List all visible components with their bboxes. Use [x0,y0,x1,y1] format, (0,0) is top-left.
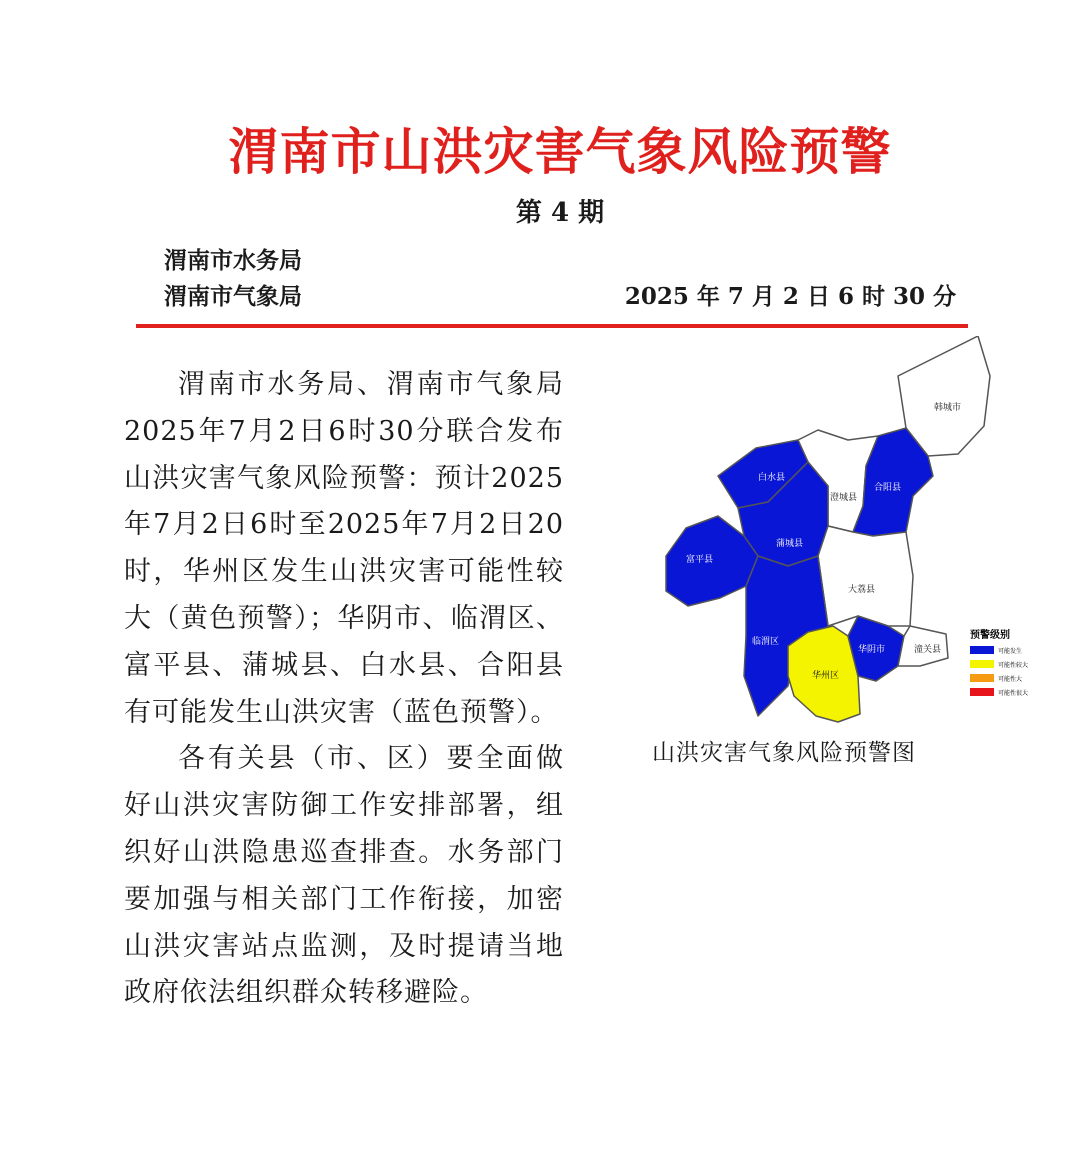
label-pucheng: 蒲城县 [776,539,804,549]
label-linwei: 临渭区 [752,637,780,647]
legend-title: 预警级别 [970,630,1010,641]
issuer-weather-bureau: 渭南市气象局 [164,283,302,310]
label-dali: 大荔县 [848,585,876,595]
legend-swatch-blue [970,646,994,654]
label-baishui: 白水县 [758,473,786,483]
label-huazhou: 华州区 [812,671,840,681]
label-fuping: 富平县 [686,555,714,565]
paragraph-measures: 各有关县（市、区）要全面做好山洪灾害防御工作安排部署，组织好山洪隐患巡查排查。水务部门要加强与相关部门工作衔接，加密山洪灾害站点监测，及时提请当地政府依法组织群众转移避险。 [124,743,564,1009]
risk-map-svg [648,336,1058,726]
map-caption: 山洪灾害气象风险预警图 [652,740,916,766]
legend-swatch-yellow [970,660,994,668]
map-legend [970,628,1028,697]
label-hancheng: 韩城市 [934,403,962,413]
label-huayin: 华阴市 [858,645,886,655]
issue-datetime: 2025 年 7 月 2 日 6 时 30 分 [624,283,956,310]
legend-label-yellow: 可能性较大 [998,662,1029,669]
legend-label-orange: 可能性大 [998,676,1023,683]
legend-label-red: 可能性很大 [998,690,1029,697]
legend-swatch-orange [970,674,994,682]
legend-swatch-red [970,688,994,696]
issuer-water-bureau: 渭南市水务局 [164,247,302,274]
label-heyang: 合阳县 [874,483,902,493]
label-chengcheng: 澄城县 [830,493,858,503]
issue-number: 第 4 期 [515,198,605,228]
risk-map [648,336,1058,726]
body-text [124,362,564,1017]
legend-label-blue: 可能发生 [998,648,1023,655]
region-dali [818,526,913,626]
label-tongguan: 潼关县 [914,645,942,655]
header-divider [136,324,968,328]
document-title: 渭南市山洪灾害气象风险预警 [228,122,892,181]
paragraph-warning: 渭南市水务局、渭南市气象局2025年7月2日6时30分联合发布山洪灾害气象风险预警：预计2025年7月2日6时至2025年7月2日20时，华州区发生山洪灾害可能性较大（黄色预警）；华阴市、临渭区、富平县、蒲城县、白水县、合阳县有可能发生山洪灾害（蓝色预警）。 [124,369,564,728]
